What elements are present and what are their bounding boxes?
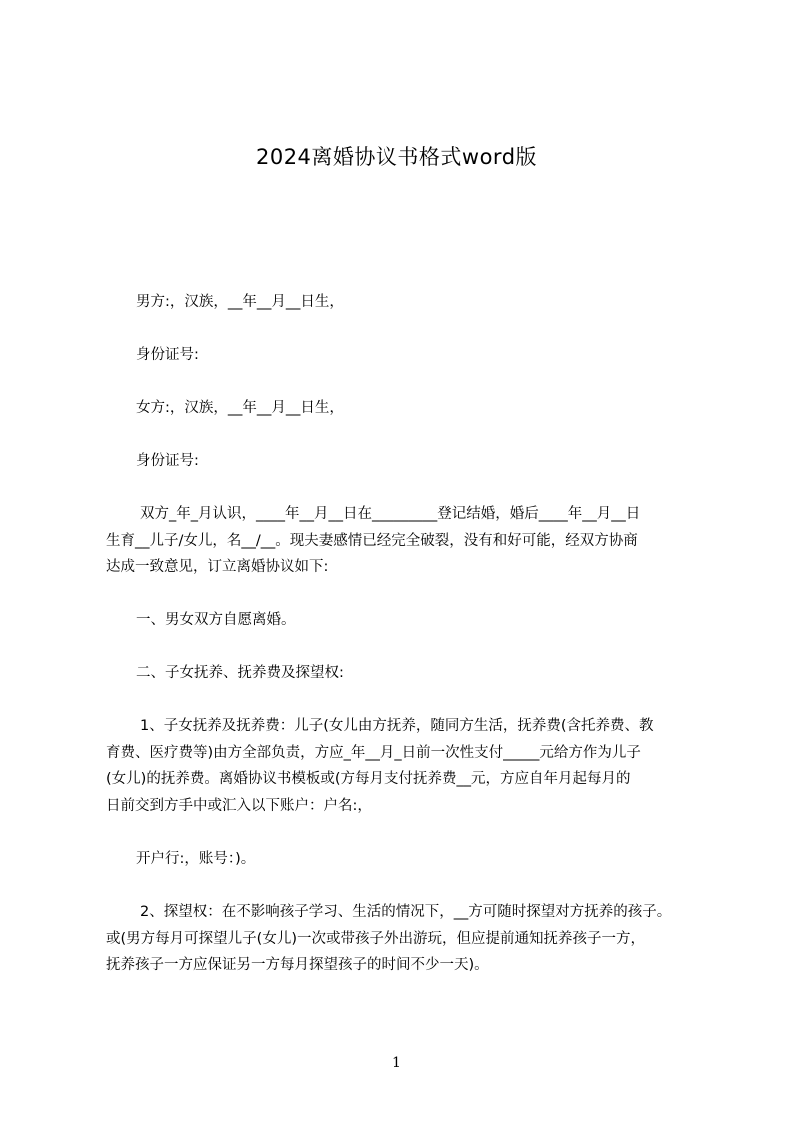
bank-info-line: 开户行:，账号：)。	[136, 851, 256, 867]
clause-2-1-line-3: (女儿)的抚养费。离婚协议书模板或(方每月支付抚养费__元，方应自年月起每月的	[106, 771, 631, 787]
male-id-line: 身份证号:	[136, 347, 199, 363]
clause-2-1-line-4: 日前交到方手中或汇入以下账户：户名:，	[106, 797, 372, 814]
clause-2-1-paragraph	[106, 713, 654, 819]
female-id-line: 身份证号:	[136, 453, 199, 469]
clause-2-2-line-1: 2、探望权：在不影响孩子学习、生活的情况下，__方可随时探望对方抚养的孩子。	[140, 904, 672, 920]
male-party-line: 男方:，汉族，__年__月__日生，	[136, 294, 344, 310]
clause-2-2-line-3: 抚养孩子一方应保证另一方每月探望孩子的时间不少一天)。	[106, 957, 489, 973]
intro-line-3: 达成一致意见，订立离婚协议如下:	[106, 559, 329, 575]
clause-2-1-line-1: 1、子女抚养及抚养费：儿子(女儿由方抚养，随同方生活，抚养费(含托养费、教	[140, 718, 654, 734]
clause-2-heading: 二、子女抚养、抚养费及探望权:	[136, 665, 344, 681]
document-title: 2024离婚协议书格式word版	[255, 145, 538, 169]
clause-1: 一、男女双方自愿离婚。	[136, 612, 296, 628]
female-party-line: 女方:，汉族，__年__月__日生，	[136, 400, 344, 416]
intro-line-1: 双方_年_月认识，____年__月__日在_________登记结婚，婚后____年__月__日	[140, 506, 641, 522]
page-number: 1	[392, 1055, 401, 1071]
clause-2-2-paragraph	[106, 899, 671, 979]
clause-2-2-line-2: 或(男方每月可探望儿子(女儿)一次或带孩子外出游玩，但应提前通知抚养孩子一方，	[106, 930, 645, 947]
intro-paragraph	[106, 501, 640, 581]
clause-2-1-line-2: 育费、医疗费等)由方全部负责，方应_年__月_日前一次性支付_____元给方作为儿子	[106, 744, 641, 761]
intro-line-2: 生育__儿子/女儿，名__/__。现夫妻感情已经完全破裂，没有和好可能，经双方协商	[106, 532, 638, 549]
